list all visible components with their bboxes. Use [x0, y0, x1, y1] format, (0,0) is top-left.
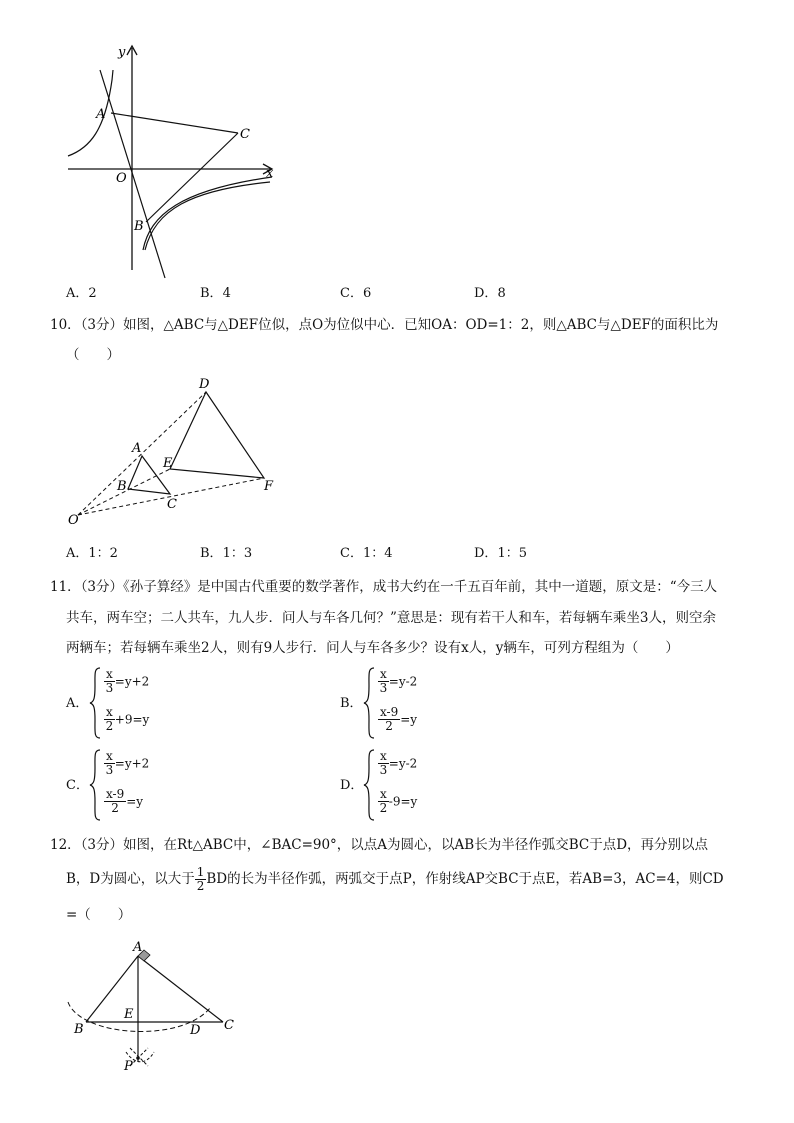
q9-option-d: D．8 [474, 286, 506, 301]
q10-number: 10． [50, 317, 81, 333]
q9-option-b: B．4 [200, 286, 231, 301]
label-A: A [132, 441, 142, 456]
label-B: B [117, 479, 127, 494]
q11-number: 11． [50, 579, 81, 595]
label-B: B [74, 1022, 84, 1037]
label-C: C [240, 127, 250, 142]
hyperbola-branch-inner [145, 182, 270, 250]
label-E: E [163, 456, 173, 471]
q12-stem-line2: B，D为圆心，以大于 $\frac{1}{2}$ BD的长为半径作弧，两弧交于点P，作射线AP交BC于点E，若AB=3，AC=4，则CD [66, 865, 724, 893]
label-O: O [116, 171, 127, 186]
segment-AC [138, 956, 223, 1022]
hyperbola-branch-left [68, 70, 113, 156]
q11-option-b-system: $\frac{x}{3}$ =y-2 $\frac{x-9}{2}$ =y [362, 666, 482, 740]
segment-AC [111, 113, 238, 133]
q12-points: （3分） [80, 837, 124, 853]
label-F: F [264, 479, 274, 494]
q11-option-d-system: $\frac{x}{3}$ =y-2 $\frac{x}{2}$ -9=y [362, 748, 482, 822]
q10-text: 如图，△ABC与△DEF位似，点O为位似中心．已知OA：OD=1：2，则△ABC与△DEF的面积比为 [123, 317, 719, 333]
q10-option-c: C．1：4 [340, 546, 393, 561]
q9-figure [60, 40, 290, 280]
q12-number: 12． [50, 837, 81, 853]
hyperbola-branch-outer [143, 177, 272, 250]
q12-figure [60, 936, 250, 1076]
label-B: B [134, 219, 144, 234]
q10-option-a: A．1：2 [66, 546, 118, 561]
q11-stem-line2: 共车，两车空；二人共车，九人步．问人与车各几何？”意思是：现有若干人和车，若每辆车乘坐3人，则空余 [66, 610, 716, 626]
label-y: y [118, 45, 126, 60]
q10-option-d: D．1：5 [474, 546, 527, 561]
q11-points: （3分） [80, 579, 124, 595]
q10-option-b: B．1：3 [200, 546, 253, 561]
label-P: P [124, 1059, 133, 1074]
label-D: D [199, 377, 210, 392]
label-E: E [124, 1007, 134, 1022]
q11-option-c-letter: C． [66, 778, 89, 793]
q11-option-a-system: $\frac{x}{3}$ =y+2 $\frac{x}{2}$ +9=y [88, 666, 208, 740]
label-A: A [133, 940, 143, 955]
q11-option-b-letter: B． [340, 696, 363, 711]
triangle-DEF [170, 392, 264, 478]
q10-stem-line1 [50, 316, 718, 334]
q11-stem-line1: 11．（3分）《孙子算经》是中国古代重要的数学著作，成书大约在一千五百年前，其中一道题，原文是：“今三人 [50, 579, 718, 595]
label-O: O [68, 513, 79, 528]
q11-option-a-letter: A． [66, 696, 89, 711]
label-D: D [190, 1023, 201, 1038]
half-fraction: $\frac{1}{2}$ [196, 865, 205, 893]
q10-points: （3分） [80, 317, 124, 333]
q12-stem-line1: 12．（3分）如图，在Rt△ABC中，∠BAC=90°，以点A为圆心，以AB长为半径作弧交BC于点D，再分别以点 [50, 837, 709, 853]
q10-figure [60, 372, 290, 532]
arc-BD [68, 1002, 210, 1032]
q9-option-a: A．2 [66, 286, 97, 301]
segment-CB [146, 133, 238, 222]
q10-stem-line2: （ ） [66, 347, 120, 363]
q11-option-d-letter: D． [340, 778, 364, 793]
q11-option-c-system: $\frac{x}{3}$ =y+2 $\frac{x-9}{2}$ =y [88, 748, 208, 822]
q12-stem-line3: =（ ） [66, 907, 132, 923]
label-C: C [224, 1018, 234, 1033]
label-C: C [167, 497, 177, 512]
label-x: x [266, 166, 274, 181]
q9-option-c: C．6 [340, 286, 372, 301]
label-A: A [96, 107, 106, 122]
q11-stem-line3: 两辆车；若每辆车乘坐2人，则有9人步行．问人与车各多少？设有x人，y辆车，可列方程组为（ ） [66, 640, 679, 656]
